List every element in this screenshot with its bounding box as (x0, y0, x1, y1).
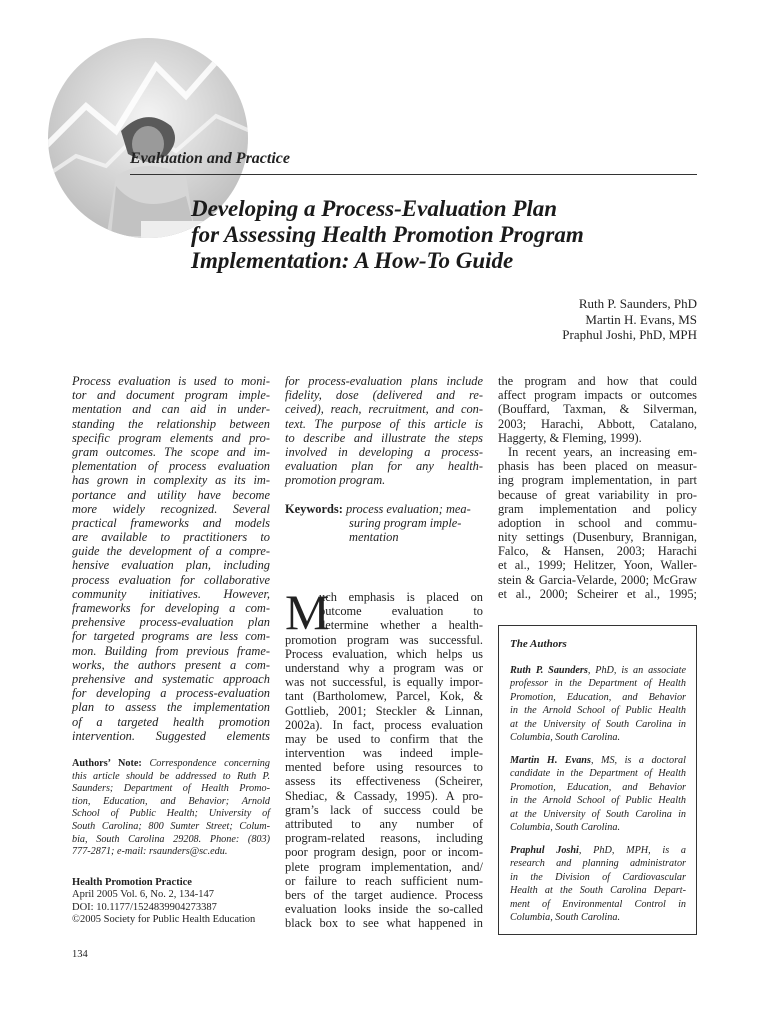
author-name: Martin H. Evans, MS (585, 311, 697, 327)
author-bio-text: , PhD, MPH, is a (578, 844, 687, 856)
abstract-line: mon. Building from previous frame- (72, 643, 270, 658)
body-line: because of great variability in pro- (498, 487, 697, 502)
body-line: (Bouffard, Taxman, & Silverman, (498, 402, 697, 417)
author-bio-text: , PhD, is an associate (587, 664, 686, 676)
keywords-text: mentation (349, 530, 399, 545)
body-line: outcome evaluation to (319, 604, 483, 619)
body-line: uch emphasis is placed on (319, 590, 483, 604)
body-line: or failure to reach sufficient num- (285, 873, 483, 888)
author-bio-text: , MS, is a doctoral (590, 754, 686, 766)
section-title: Evaluation and Practice (130, 150, 290, 167)
section-divider (130, 174, 697, 175)
authors-note (72, 758, 270, 859)
body-line: evaluation looks inside the so-called (285, 902, 483, 917)
author-bio-text: candidate in the Department of Health (510, 768, 686, 779)
body-line: attributed to any number of (285, 817, 483, 831)
body-line: intervention was indeed imple- (285, 746, 483, 761)
journal-issue: April 2005 Vol. 6, No. 2, 134-147 (72, 889, 214, 901)
abstract-line: for process-evaluation plans include (285, 374, 483, 388)
author-bio-text: Columbia, South Carolina. (510, 822, 620, 833)
body-line: et al., 2000; Scheirer et al., 1995; (498, 586, 697, 601)
body-line: nity settings (Dusenbury, Brannigan, (498, 530, 697, 545)
body-line: promotion program was successful. (285, 632, 483, 647)
abstract-line: works, the authors present a com- (72, 657, 270, 672)
body-line: program-related reasons, including (285, 831, 483, 846)
abstract-line: practical frameworks and models (72, 515, 270, 530)
authors-box-title: The Authors (510, 638, 567, 650)
body-line: understand why a program was or (285, 660, 483, 675)
abstract-line: for targeted programs are less com- (72, 629, 270, 644)
body-text-col3 (498, 374, 697, 601)
authors-box (498, 625, 697, 935)
page-number: 134 (72, 949, 88, 960)
journal-copyright: ©2005 Society for Public Health Education (72, 914, 256, 926)
abstract-line: prehensive process-evaluation plan (72, 615, 270, 630)
abstract-line: community initiatives. However, (72, 586, 270, 601)
author-bio-text: Columbia, South Carolina. (510, 732, 620, 743)
abstract-line: portance and utility have become (72, 487, 270, 502)
abstract-line: promotion program. (285, 473, 386, 488)
authors-note-text: this article should be addressed to Ruth P. (72, 770, 270, 782)
abstract-line: standing the relationship between (72, 416, 270, 431)
abstract-line: fidelity, dose (delivered and re- (285, 388, 483, 403)
abstract-continued (285, 374, 483, 488)
title-line: Implementation: A How-To Guide (191, 248, 514, 273)
journal-name: Health Promotion Practice (72, 877, 192, 888)
title-line: Developing a Process-Evaluation Plan (191, 196, 558, 221)
abstract-line: guide the development of a compre- (72, 544, 270, 559)
abstract-line: plan to assess the implementation (72, 700, 270, 715)
body-line: ing program implementation, in part (498, 473, 697, 488)
body-line: Haggerty, & Fleming, 1999). (498, 430, 642, 445)
body-line: poor program design, poor or incom- (285, 845, 483, 860)
article-title (191, 196, 691, 274)
body-line: In recent years, an increasing em- (508, 444, 697, 459)
abstract-line: more widely recognized. Several (72, 501, 270, 516)
author-bio-text: research and planning administrator (510, 858, 686, 869)
abstract-line: gram outcomes. The scope and im- (72, 444, 270, 459)
body-line: Falco, & Hansen, 2003; Harachi (498, 544, 697, 559)
abstract (72, 374, 270, 743)
abstract-line: plementation of process evaluation (72, 459, 270, 474)
authors-note-text: South Carolina; 800 Sumter Street; Colum- (72, 820, 270, 832)
author-bio (510, 664, 686, 745)
author-bio-text: Columbia, South Carolina. (510, 912, 620, 923)
authors-note-label: Authors’ Note: (72, 758, 142, 769)
body-line: gram’s lack of success could be (285, 802, 483, 817)
authors-note-text: Correspondence concerning (141, 758, 270, 769)
body-line: the program and how that could (498, 374, 697, 388)
abstract-line: ceived), reach, recruitment, and con- (285, 402, 483, 417)
abstract-line: hensive evaluation plan, including (72, 558, 270, 573)
abstract-line: evaluation plan for any health- (285, 459, 483, 474)
body-line: et al., 1999; Helitzer, Yoon, Waller- (498, 558, 697, 573)
author-bio-name: Praphul Joshi (510, 844, 579, 856)
author-bio-text: at the University of South Carolina in (510, 718, 686, 730)
body-line: phasis has been placed on measur- (498, 459, 697, 474)
abstract-line: of a targeted health promotion (72, 714, 270, 729)
author-bio-text: in the Arnold School of Public Health (510, 705, 686, 716)
keywords-text: suring program imple- (349, 516, 462, 531)
author-bio-text: ment of Environmental Control in (510, 898, 686, 910)
abstract-line: mentation and can aid in under- (72, 402, 270, 417)
body-line: may be used to confirm that the (285, 731, 483, 746)
keywords-label: Keywords: (285, 502, 343, 516)
title-line: for Assessing Health Promotion Program (191, 222, 584, 247)
keywords-text: process evaluation; mea- (345, 502, 471, 516)
author-name: Praphul Joshi, PhD, MPH (562, 327, 697, 342)
drop-cap: M (285, 584, 330, 640)
keywords (285, 502, 483, 545)
author-bio-text: Promotion, Education, and Behavior (510, 691, 686, 703)
abstract-line: specific program elements and pro- (72, 430, 270, 445)
abstract-line: process evaluation for collaborative (72, 572, 270, 587)
body-line: plete program implementation, and/ (285, 859, 483, 874)
body-line: 2003; Harachi, Abbott, Catalano, (498, 416, 697, 431)
authors-note-text: bia, South Carolina 29208. Phone: (803) (72, 833, 270, 845)
authors-note-text: School of Public Health; University of (72, 808, 270, 820)
abstract-line: for developing a process-evaluation (72, 686, 270, 701)
author-bio (510, 754, 686, 835)
author-bio-name: Ruth P. Saunders (510, 664, 588, 676)
abstract-line: intervention. Suggested elements (72, 728, 270, 743)
abstract-line: tor and document program imple- (72, 388, 270, 403)
abstract-line: to describe and illustrate the steps (285, 430, 483, 445)
body-line: gram implementation and policy (498, 501, 697, 516)
body-line: bers of the target audience. Process (285, 887, 483, 902)
body-line: stein & Garcia-Velarde, 2000; McGraw (498, 572, 697, 587)
body-line: black box to see what happened in (285, 916, 483, 931)
body-text (285, 584, 483, 931)
abstract-line: text. The purpose of this article is (285, 416, 483, 431)
author-bio-text: at the University of South Carolina in (510, 808, 686, 820)
body-line: assess its effectiveness (Scheirer, (285, 774, 483, 789)
abstract-line: are available to practitioners to (72, 530, 270, 545)
author-bio-text: professor in the Department of Health (510, 678, 686, 689)
author-bio-text: in the Arnold School of Public Health (510, 795, 686, 806)
abstract-line: Process evaluation is used to moni- (72, 374, 270, 388)
body-line: tant (Bartholomew, Parcel, Kok, & (285, 689, 483, 704)
body-line: affect program impacts or outcomes (498, 388, 697, 403)
authors-note-text: 777-2871; e-mail: rsaunders@sc.edu. (72, 846, 228, 858)
author-bio (510, 844, 686, 925)
abstract-line: has grown in complexity as its im- (72, 473, 270, 488)
author-bio-name: Martin H. Evans (510, 754, 591, 766)
author-bio-text: in the Division of Cardiovascular (510, 871, 686, 883)
body-line: 2002a). In fact, process evaluation (285, 717, 483, 732)
author-name: Ruth P. Saunders, PhD (578, 296, 697, 311)
author-list (562, 296, 697, 343)
body-line: determine whether a health- (319, 618, 483, 633)
body-line: was not successful, is equally impor- (285, 675, 483, 690)
authors-note-text: Saunders; Department of Health Promo- (72, 783, 270, 795)
body-line: mented before using resources to (285, 760, 483, 775)
abstract-line: involved in developing a process- (285, 444, 483, 459)
authors-note-text: tion, Education, and Behavior; Arnold (72, 795, 270, 807)
journal-doi: DOI: 10.1177/1524839904273387 (72, 901, 217, 913)
body-line: Gottlieb, 2001; Steckler & Linnan, (285, 703, 483, 718)
abstract-line: frameworks for developing a com- (72, 601, 270, 615)
author-bio-text: Health at the South Carolina Depart- (510, 885, 686, 896)
abstract-line: prehensive and systematic approach (72, 671, 270, 686)
body-line: adoption in school and commu- (498, 515, 697, 530)
journal-info (72, 877, 282, 927)
body-line: Shediac, & Cassady, 1995). A pro- (285, 788, 483, 803)
author-bio-text: Promotion, Education, and Behavior (510, 781, 686, 793)
body-line: Process evaluation, which helps us (285, 646, 483, 661)
